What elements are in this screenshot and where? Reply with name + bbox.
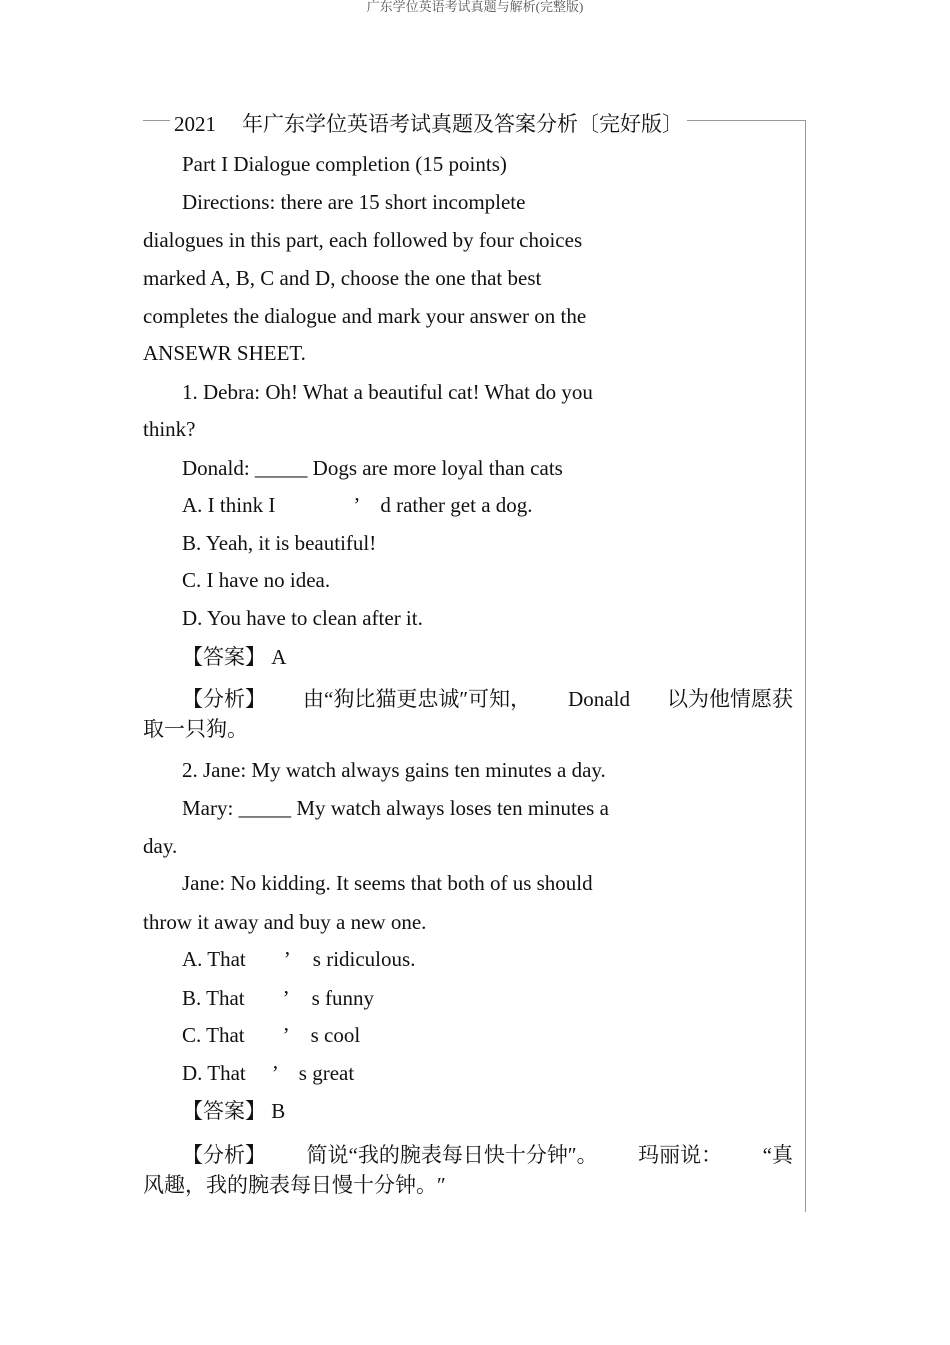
- answer-label: 【答案】: [182, 645, 266, 669]
- q2-option-a: [182, 946, 415, 972]
- q1-answer: [182, 644, 286, 670]
- q2-option-b: [182, 985, 374, 1011]
- analysis-label: 【分析】: [182, 1143, 266, 1167]
- analysis-text: Donald: [568, 687, 630, 711]
- q2-followup: Jane: No kidding. It seems that both of us should: [182, 871, 593, 895]
- part-heading: Part I Dialogue completion (15 points): [182, 152, 507, 176]
- q2-analysis: [143, 1140, 793, 1200]
- document-title: [170, 110, 687, 138]
- option-text: s funny: [311, 986, 375, 1010]
- directions-line: dialogues in this part, each followed by four choices: [143, 228, 583, 252]
- option-text: s ridiculous.: [312, 947, 416, 971]
- option-text: d rather get a dog.: [380, 493, 533, 517]
- directions-line: marked A, B, C and D, choose the one that best: [143, 266, 542, 290]
- q2-response-cont: day.: [143, 834, 178, 858]
- q1-option-d: D. You have to clean after it.: [182, 606, 423, 630]
- option-text: A. That: [182, 947, 246, 971]
- analysis-text: 以为他情愿获: [667, 687, 793, 711]
- q1-option-a: [182, 492, 533, 518]
- q2-option-c: [182, 1022, 360, 1048]
- q1-response: Donald: _____ Dogs are more loyal than cats: [182, 456, 563, 480]
- q1-option-b: B. Yeah, it is beautiful!: [182, 531, 377, 555]
- q2-answer: [182, 1098, 285, 1124]
- frame-right-rule: [805, 120, 806, 1212]
- option-text: B. That: [182, 986, 245, 1010]
- running-header: 广东学位英语考试真题与解析(完整版): [366, 0, 584, 14]
- title-text: 年广东学位英语考试真题及答案分析〔完好版〕: [242, 112, 683, 136]
- analysis-text: 玛丽说：: [638, 1143, 723, 1167]
- apostrophe: ’: [271, 1061, 279, 1085]
- option-text: A. I think I: [182, 493, 276, 517]
- answer-value: B: [271, 1099, 286, 1123]
- q1-option-c: C. I have no idea.: [182, 568, 331, 592]
- q2-option-d: [182, 1060, 354, 1086]
- answer-label: 【答案】: [182, 1099, 266, 1123]
- analysis-text: “真: [762, 1143, 793, 1167]
- q2-followup-cont: throw it away and buy a new one.: [143, 910, 427, 934]
- option-text: s great: [298, 1061, 355, 1085]
- answer-value: A: [271, 645, 287, 669]
- option-text: s cool: [310, 1023, 361, 1047]
- analysis-label: 【分析】: [182, 687, 266, 711]
- apostrophe: ’: [353, 493, 361, 517]
- option-text: D. That: [182, 1061, 246, 1085]
- analysis-text: 由“狗比猫更忠诚″可知，: [303, 687, 532, 711]
- q2-response: Mary: _____ My watch always loses ten minutes a: [182, 796, 609, 820]
- apostrophe: ’: [282, 986, 290, 1010]
- q2-prompt: 2. Jane: My watch always gains ten minutes a day.: [182, 758, 606, 782]
- directions-line: Directions: there are 15 short incomplete: [182, 190, 526, 214]
- option-text: C. That: [182, 1023, 245, 1047]
- analysis-text: 风趣，我的腕表每日慢十分钟。″: [143, 1173, 446, 1197]
- analysis-text: 取一只狗。: [143, 717, 248, 741]
- apostrophe: ’: [283, 947, 291, 971]
- directions-line: ANSEWR SHEET.: [143, 341, 306, 365]
- q1-prompt-cont: think?: [143, 417, 196, 441]
- title-year: 2021: [174, 112, 216, 136]
- analysis-text: 简说“我的腕表每日快十分钟″。: [306, 1143, 598, 1167]
- directions-line: completes the dialogue and mark your answer on the: [143, 304, 587, 328]
- q1-prompt: 1. Debra: Oh! What a beautiful cat! What do you: [182, 380, 593, 404]
- apostrophe: ’: [282, 1023, 290, 1047]
- q1-analysis: [143, 684, 793, 744]
